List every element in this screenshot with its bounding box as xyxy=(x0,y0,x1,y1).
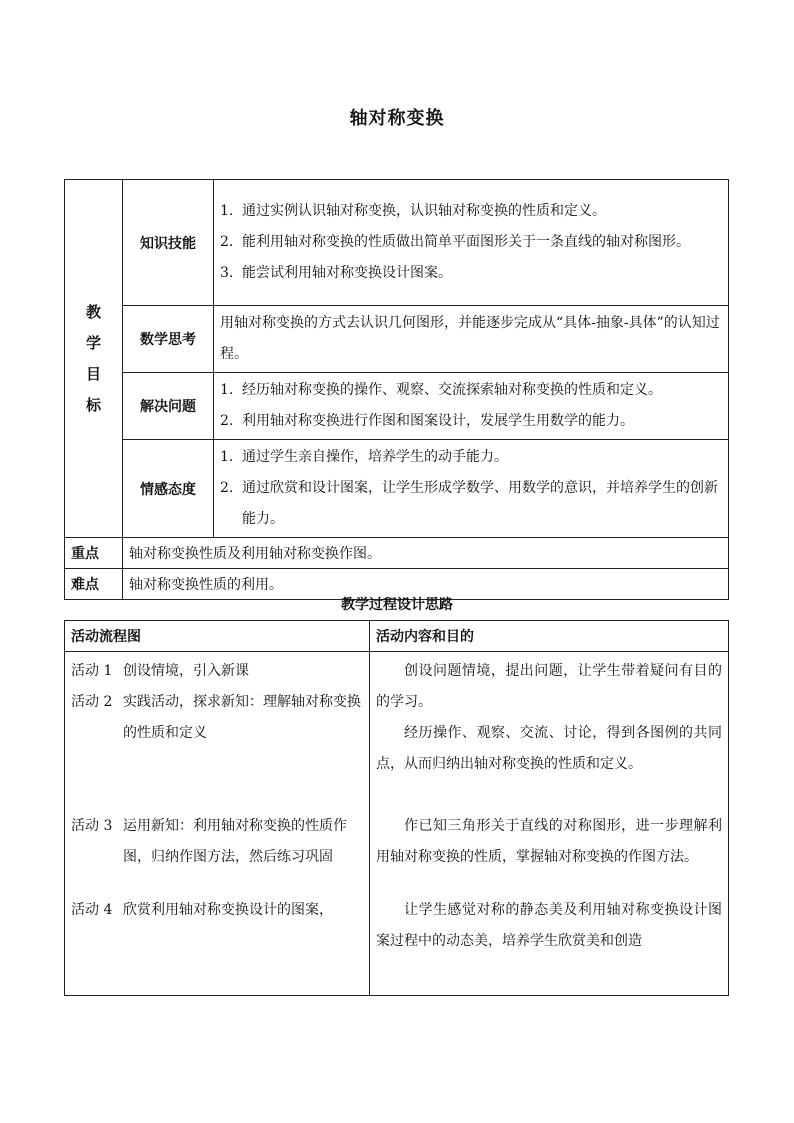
activity-label: 活动 3 xyxy=(71,818,113,834)
activity-item xyxy=(71,656,363,687)
item-text: 通过实例认识轴对称变换，认识轴对称变换的性质和定义。 xyxy=(242,203,606,219)
activity-item xyxy=(71,895,363,926)
activity-item xyxy=(71,811,363,873)
item-number: 2. xyxy=(220,413,234,429)
activity-text: 运用新知：利用轴对称变换的性质作图，归纳作图方法，然后练习巩固 xyxy=(123,818,347,865)
col2-header: 活动内容和目的 xyxy=(370,621,729,652)
list-item xyxy=(220,406,720,437)
activity-text: 创设情境，引入新课 xyxy=(123,663,249,679)
key-point-label: 重点 xyxy=(65,538,123,569)
activity-flow-column xyxy=(65,652,370,996)
item-number: 2. xyxy=(220,234,234,250)
objective-label: 知识技能 xyxy=(123,180,214,306)
category-char: 目 xyxy=(85,364,101,383)
difficulty-label: 难点 xyxy=(65,569,123,600)
list-item xyxy=(220,473,720,535)
activity-text: 实践活动，探求新知：理解轴对称变换的性质和定义 xyxy=(123,694,361,741)
item-text: 经历轴对称变换的操作、观察、交流探索轴对称变换的性质和定义。 xyxy=(242,382,662,398)
list-item xyxy=(220,196,720,227)
category-char: 标 xyxy=(85,395,101,414)
difficulty-text: 轴对称变换性质的利用。 xyxy=(123,569,729,600)
activity-label: 活动 2 xyxy=(71,694,113,710)
objective-label: 解决问题 xyxy=(123,373,214,440)
category-char: 学 xyxy=(85,333,101,352)
item-text: 能尝试利用轴对称变换设计图案。 xyxy=(242,265,452,281)
item-text: 通过欣赏和设计图案，让学生形成学数学、用数学的意识，并培养学生的创新能力。 xyxy=(242,480,718,527)
objectives-table xyxy=(64,179,729,600)
objective-text: 用轴对称变换的方式去认识几何图形，并能逐步完成从“具体-抽象-具体”的认知过程。 xyxy=(220,315,720,362)
objectives-category-cell xyxy=(65,180,123,538)
item-text: 能利用轴对称变换的性质做出简单平面图形关于一条直线的轴对称图形。 xyxy=(242,234,690,250)
col1-header: 活动流程图 xyxy=(65,621,370,652)
list-item xyxy=(220,442,720,473)
objective-content xyxy=(214,440,729,538)
activity-text: 欣赏利用轴对称变换设计的图案， xyxy=(123,902,333,918)
list-item xyxy=(220,258,720,289)
item-number: 3. xyxy=(220,265,234,281)
process-title: 教学过程设计思路 xyxy=(341,597,453,613)
list-item xyxy=(220,375,720,406)
objective-label: 数学思考 xyxy=(123,306,214,373)
item-text: 通过学生亲自操作，培养学生的动手能力。 xyxy=(242,449,508,465)
activity-label: 活动 4 xyxy=(71,902,113,918)
item-number: 1. xyxy=(220,203,234,219)
objective-content xyxy=(214,306,729,373)
activity-purpose-column xyxy=(370,652,729,996)
activity-label: 活动 1 xyxy=(71,663,113,679)
key-point-text: 轴对称变换性质及利用轴对称变换作图。 xyxy=(123,538,729,569)
category-char: 教 xyxy=(85,302,101,321)
purpose-paragraph: 经历操作、观察、交流、讨论，得到各图例的共同点，从而归纳出轴对称变换的性质和定义。 xyxy=(376,725,722,772)
purpose-paragraph: 创设问题情境，提出问题，让学生带着疑问有目的的学习。 xyxy=(376,663,722,710)
activity-item xyxy=(71,687,363,749)
item-number: 1. xyxy=(220,449,234,465)
purpose-paragraph: 让学生感觉对称的静态美及利用轴对称变换设计图案过程中的动态美，培养学生欣赏美和创造 xyxy=(376,902,722,949)
objective-content xyxy=(214,180,729,306)
item-number: 1. xyxy=(220,382,234,398)
list-item xyxy=(220,227,720,258)
item-number: 2. xyxy=(220,480,234,496)
process-table xyxy=(64,620,729,996)
document-title: 轴对称变换 xyxy=(349,108,445,129)
item-text: 利用轴对称变换进行作图和图案设计，发展学生用数学的能力。 xyxy=(242,413,634,429)
purpose-paragraph: 作已知三角形关于直线的对称图形，进一步理解利用轴对称变换的性质，掌握轴对称变换的作图方法。 xyxy=(376,818,722,865)
objective-label: 情感态度 xyxy=(123,440,214,538)
objective-content xyxy=(214,373,729,440)
